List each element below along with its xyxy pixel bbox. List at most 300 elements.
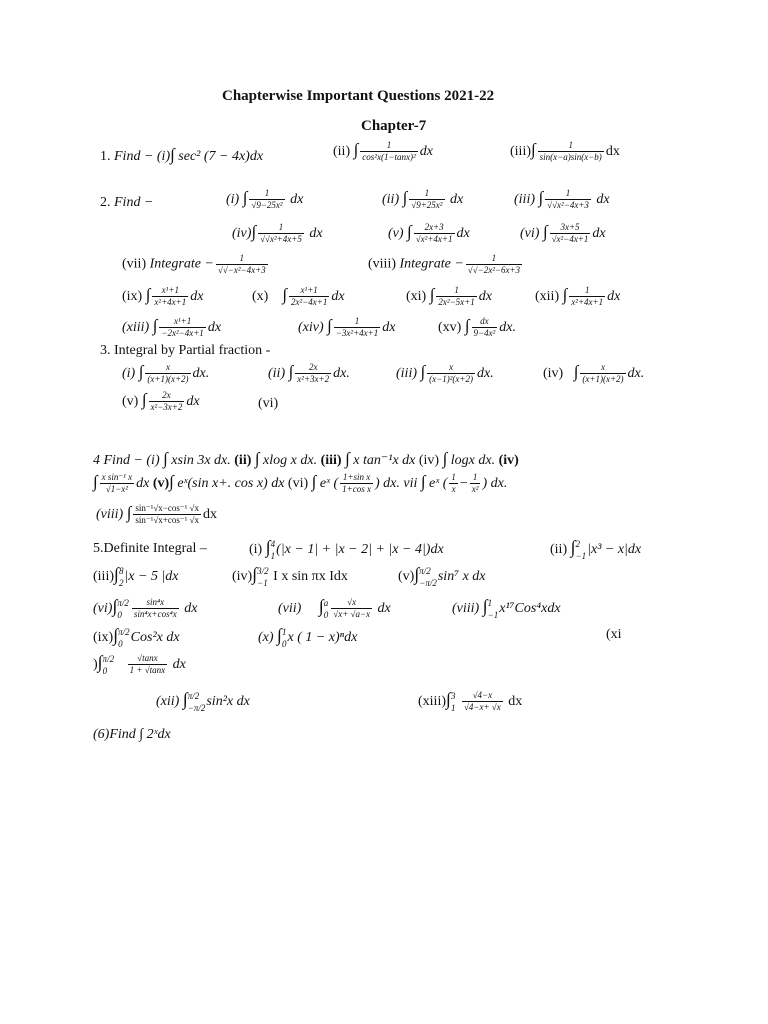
integral-sign: ∫: [170, 145, 175, 164]
label: (xiii): [122, 320, 150, 335]
denominator: (x+1)(x+2): [582, 374, 624, 385]
integral-sign: ∫: [562, 285, 568, 304]
denominator: sin⁴x+cos⁴x: [133, 609, 177, 620]
numerator: 1: [451, 472, 456, 483]
dx: dx.: [477, 366, 494, 381]
integral-sign: ∫: [145, 285, 151, 304]
limits: [488, 597, 499, 621]
minus: −: [459, 476, 468, 491]
denominator: 1 + √tanx: [129, 665, 166, 676]
dx: dx: [605, 144, 620, 159]
label: (i): [226, 192, 240, 207]
label: (i): [122, 366, 136, 381]
fraction: [334, 316, 380, 339]
numerator: √tanx: [137, 653, 158, 664]
upper-limit: π/2: [117, 597, 129, 608]
fraction: [427, 362, 475, 385]
fraction: [569, 285, 605, 308]
numerator: √x: [347, 597, 357, 608]
label: (iv): [543, 366, 564, 381]
question-6: (6)Find ∫ 2ˣdx: [93, 727, 171, 742]
q1-iii-fraction: [538, 140, 604, 163]
numerator: 1: [584, 285, 590, 296]
label: (ii): [268, 366, 286, 381]
integral-sign: ∫: [138, 362, 144, 381]
q4-v-label: (v): [152, 476, 170, 491]
upper-limit: π/2: [187, 690, 200, 701]
q2-i: [226, 188, 303, 211]
upper-limit: π/2: [102, 653, 115, 664]
label: (vi): [520, 226, 540, 241]
denominator: 2x²−4x+1: [291, 297, 328, 308]
denominator: √1−x²: [100, 483, 134, 495]
numerator: 1: [565, 188, 571, 199]
integrate-word: Integrate −: [399, 256, 464, 272]
fraction: [580, 362, 625, 385]
label: (xv): [438, 320, 462, 335]
fraction: [145, 362, 190, 385]
integral-sign: ∫: [420, 472, 426, 491]
label: (viii): [96, 507, 124, 522]
denominator: √x+ √a−x: [333, 609, 371, 620]
q5-viii: [452, 596, 561, 621]
numerator: 1: [278, 222, 284, 233]
dx: dx: [190, 289, 204, 304]
numerator: 2x: [162, 390, 171, 401]
question-4: [93, 449, 519, 469]
denominator: √√x²−4x+3: [547, 200, 589, 211]
integral-sign: ∫: [345, 449, 350, 468]
numerator: x¹+1: [161, 285, 179, 296]
q4-iii-label: (iii): [320, 453, 342, 468]
dx: dx: [203, 507, 217, 522]
limits: [188, 690, 206, 714]
question-5: [93, 541, 207, 557]
q4-lead: 4 Find − (i): [93, 453, 160, 468]
fraction: [340, 472, 373, 495]
dx: dx: [592, 226, 606, 241]
lower-limit: 1: [450, 702, 456, 713]
denominator: √√−2x²−6x+3: [467, 265, 521, 275]
fraction: [470, 472, 481, 495]
limits: [119, 565, 124, 589]
q3-iv: [543, 362, 644, 385]
q4-i-expr: xsin 3x dx.: [171, 453, 231, 468]
numerator: 3x+5: [560, 222, 580, 233]
dx: dx: [419, 144, 433, 159]
dx: dx: [207, 320, 222, 335]
denominator: √x²−4x+1: [551, 234, 589, 245]
label: (x): [258, 630, 274, 645]
q2-lead: Find −: [114, 195, 154, 210]
integral-sign: ∫: [252, 564, 258, 584]
q2-vi: [520, 222, 606, 245]
numerator: x: [165, 362, 170, 373]
expr: |x − 5 |dx: [124, 569, 179, 584]
fraction: [436, 285, 476, 308]
upper-limit: 2: [575, 538, 581, 549]
upper-limit: 3/2: [257, 565, 269, 576]
lower-limit: −1: [257, 577, 268, 588]
label: (v): [388, 226, 404, 241]
denominator: √√−x²−4x+3: [217, 265, 266, 275]
lower-limit: −π/2: [419, 577, 437, 588]
integral-sign: ∫: [251, 222, 257, 241]
dx: dx.: [499, 320, 516, 335]
fraction: [128, 653, 168, 676]
denominator: x²: [471, 484, 479, 495]
q1-lead: Find − (i): [114, 149, 171, 164]
integral-sign: ∫: [446, 689, 451, 709]
dx: dx: [596, 192, 610, 207]
upper-limit: π/2: [118, 626, 130, 637]
upper-limit: 1: [487, 597, 493, 608]
expr: (|x − 1| + |x − 2| + |x − 4|)dx: [276, 542, 444, 557]
fraction: [100, 472, 134, 495]
q3-v: [122, 390, 200, 413]
label: (viii): [368, 256, 396, 272]
fraction: [409, 188, 444, 211]
denominator: (x+1)(x+2): [147, 374, 189, 385]
label: (xi): [406, 289, 427, 304]
dx: dx: [607, 289, 621, 304]
numerator: 1: [491, 253, 497, 263]
label: (xiv): [298, 320, 324, 335]
q4-vii-post: ) dx.: [482, 476, 508, 491]
q3-ii: [268, 362, 350, 385]
q5-vii: [278, 596, 391, 621]
q2-ii: [382, 188, 463, 211]
question-2: [100, 195, 153, 211]
numerator: 1: [568, 140, 573, 151]
fraction: [258, 222, 304, 245]
q4-v-expr: eˣ(sin x+. cos x) dx: [177, 476, 285, 491]
q4-iv-label-2: (iv): [498, 453, 519, 468]
fraction: [132, 597, 179, 620]
label: (ii): [382, 192, 400, 207]
integral-sign: ∫: [169, 472, 174, 491]
q4-vi-label: (vi): [287, 476, 309, 491]
upper-limit: 3: [450, 690, 456, 701]
q1-iii-label: (iii): [510, 144, 531, 159]
denominator: 2x²−5x+1: [438, 297, 475, 308]
integral-sign: ∫: [282, 285, 287, 304]
limits: [103, 653, 115, 677]
upper-limit: a: [323, 597, 329, 608]
lower-limit: 0: [281, 638, 287, 649]
denominator: x²+3x+2: [297, 374, 330, 385]
fraction: [289, 285, 329, 308]
q5-x: [258, 625, 357, 650]
q4-ii-expr: xlog x dx.: [263, 453, 318, 468]
denominator: 9−4x²: [473, 328, 496, 339]
q5-xiii: [418, 689, 522, 714]
integral-sign: ∫: [482, 596, 488, 616]
q2-v: [388, 222, 470, 245]
lower-limit: −π/2: [187, 702, 206, 713]
numerator: x¹+1: [173, 316, 192, 327]
denominator: √9−25x²: [251, 200, 283, 211]
dx: dx: [382, 320, 396, 335]
expr: sin⁷ x dx: [437, 569, 486, 584]
document-title: Chapterwise Important Questions 2021-22: [222, 88, 495, 104]
numerator: sin⁴x: [146, 597, 165, 608]
expr: x ( 1 − x)ⁿdx: [287, 630, 358, 645]
q5-iv: [232, 564, 348, 589]
denominator: x²+4x+1: [154, 297, 187, 308]
integral-sign: ∫: [288, 362, 294, 381]
q1-ii-fraction: [360, 140, 417, 163]
denominator: √9+25x²: [411, 200, 443, 211]
integral-sign: ∫: [573, 362, 579, 381]
dx: dx: [309, 226, 323, 241]
label: (vii): [278, 601, 302, 616]
denominator: √x²+4x+1: [415, 234, 453, 245]
numerator: x sin⁻¹ x: [101, 472, 133, 483]
fraction: [249, 188, 284, 211]
denominator: (x−1)²(x+2): [429, 374, 473, 385]
upper-limit: 1: [281, 626, 287, 637]
q2-xii: [535, 285, 620, 308]
lower-limit: −1: [575, 550, 587, 561]
dx: dx: [331, 289, 345, 304]
limits: [271, 538, 276, 562]
integral-sign: ∫: [407, 222, 412, 241]
integral-sign: ∫: [420, 362, 426, 381]
integral-sign: ∫: [442, 449, 448, 468]
fraction: [462, 690, 503, 713]
label: (xii): [535, 289, 560, 304]
integral-sign: ∫: [152, 316, 158, 335]
fraction: [152, 285, 188, 308]
q2-xiii: [122, 316, 221, 339]
integral-sign: ∫: [311, 472, 317, 491]
q1-ii-label: (ii): [333, 144, 351, 159]
numerator: x: [600, 362, 605, 373]
q4-iii-expr: x tan⁻¹x dx: [353, 453, 416, 468]
numerator: 1+sin x: [342, 472, 371, 483]
dx: dx: [377, 601, 391, 616]
integral-sign: ∫: [570, 537, 576, 557]
q5-ix: [93, 625, 180, 650]
integral-sign: ∫: [277, 625, 282, 645]
q5-lead: 5.Definite Integral –: [93, 541, 207, 556]
upper-limit: π/2: [419, 565, 431, 576]
integral-sign: ∫: [542, 222, 548, 241]
numerator: 1: [264, 188, 270, 199]
q2-iii: [514, 188, 610, 211]
lower-limit: −1: [487, 609, 499, 620]
integral-sign: ∫: [429, 285, 435, 304]
q2-ix: [122, 285, 203, 308]
fraction: [216, 253, 268, 276]
numerator: 1: [454, 285, 459, 296]
dx: dx: [172, 657, 186, 672]
fraction: [133, 503, 201, 526]
integral-sign: ∫: [93, 472, 98, 491]
q4-ii-label: (ii): [234, 453, 252, 468]
q5-iii: [93, 564, 179, 589]
lower-limit: 2: [118, 577, 124, 588]
integral-sign: ∫: [402, 188, 408, 207]
numerator: x¹+1: [300, 285, 318, 296]
numerator: 1: [472, 472, 478, 483]
q4-vi-post: ) dx.: [374, 476, 400, 491]
denominator: x²+4x+1: [571, 297, 604, 308]
label: (iii): [514, 192, 535, 207]
q2-vii: [122, 253, 270, 276]
limits: [576, 538, 587, 562]
label: (iii): [93, 569, 114, 584]
chapter-heading: Chapter-7: [361, 118, 427, 134]
dx: dx: [184, 601, 198, 616]
q4-vi-pre: eˣ (: [319, 476, 339, 491]
dx: dx: [186, 394, 200, 409]
label: (xiii): [418, 694, 446, 709]
integral-sign: ∫: [113, 625, 119, 645]
integral-sign: ∫: [327, 316, 332, 335]
dx: dx: [290, 192, 304, 207]
integral-sign: ∫: [112, 596, 118, 616]
expr: Cos²x dx: [130, 630, 180, 645]
fraction: [466, 253, 522, 276]
lower-limit: 1: [270, 550, 276, 561]
integral-sign: ∫: [163, 449, 168, 468]
q4-line-2: [93, 472, 507, 495]
label: (iv): [232, 569, 253, 584]
upper-limit: 4: [270, 538, 276, 549]
dx: dx: [456, 226, 470, 241]
label: (xii): [156, 694, 180, 709]
label: (v): [398, 569, 415, 584]
lower-limit: 0: [118, 638, 123, 649]
q5-v: [398, 564, 486, 589]
denominator: cos²x(1−tanx)²: [362, 152, 416, 163]
q2-number: 2.: [100, 195, 111, 210]
limits: [324, 597, 329, 621]
integral-sign: ∫: [414, 564, 420, 584]
q4-iv-label: (iv): [418, 453, 440, 468]
fraction: [331, 597, 372, 620]
numerator: 1: [239, 253, 245, 263]
denominator: x: [449, 483, 458, 495]
q5-xi: [93, 652, 186, 677]
label: (x): [252, 289, 269, 304]
integrate-word: Integrate −: [149, 256, 214, 272]
dx: dx: [136, 476, 150, 491]
fraction: [550, 222, 591, 245]
upper-limit: 8: [118, 565, 124, 576]
numerator: 2x+3: [424, 222, 444, 233]
integral-sign: ∫: [318, 596, 324, 616]
q2-xiv: [298, 316, 395, 339]
denominator: sin(x−a)sin(x−b): [539, 152, 602, 163]
integral-sign: ∫: [126, 503, 132, 522]
q4-iv-expr: logx dx.: [450, 453, 496, 468]
q2-x: [252, 285, 345, 308]
q1-i-expr: sec² (7 − 4x)dx: [178, 149, 264, 164]
fraction: [159, 316, 205, 339]
q1-ii: [333, 140, 433, 163]
fraction: [545, 188, 591, 211]
lower-limit: 0: [323, 609, 329, 620]
integral-sign: ∫: [265, 537, 271, 557]
q5-xi-label-a: (xi: [606, 627, 622, 642]
dx: dx: [508, 694, 523, 709]
q4-vii-pre: eˣ (: [429, 476, 448, 491]
q5-vi: [93, 596, 197, 621]
q5-i: [249, 537, 444, 562]
dx: dx.: [192, 366, 210, 381]
integral-sign: ∫: [141, 390, 147, 409]
integral-sign: ∫: [242, 188, 248, 207]
fraction: [472, 316, 498, 339]
fraction: [414, 222, 455, 245]
q1-iii: [510, 140, 620, 163]
q2-xi: [406, 285, 492, 308]
numerator: dx: [480, 316, 489, 327]
label: (iv): [232, 226, 252, 241]
label: (vi): [93, 601, 113, 616]
label: (ix): [93, 630, 114, 645]
dx: dx: [478, 289, 492, 304]
limits: [419, 565, 437, 589]
label: (ii): [550, 542, 568, 557]
label: (ix): [122, 289, 143, 304]
dx: dx: [450, 192, 464, 207]
denominator: √4−x+ √x: [463, 702, 501, 713]
limits: [117, 597, 129, 621]
numerator: 1: [424, 188, 430, 199]
numerator: sin⁻¹√x−cos⁻¹ √x: [135, 503, 199, 514]
expr: sin²x dx: [206, 694, 250, 709]
q4-vii-label: vii: [403, 476, 418, 491]
expr: |x³ − x|dx: [587, 542, 642, 557]
lower-limit: 0: [117, 609, 122, 620]
denominator: −2x²−4x+1: [161, 328, 204, 339]
denominator: −3x²+4x+1: [335, 328, 379, 339]
denominator: x²−3x+2: [150, 402, 183, 413]
dx: dx.: [333, 366, 350, 381]
integral-sign: ∫: [254, 449, 260, 468]
integral-sign: ∫: [353, 140, 359, 159]
limits: [118, 626, 130, 650]
numerator: √4−x: [472, 690, 493, 701]
q4-viii: [96, 503, 217, 526]
question-1: [100, 145, 263, 165]
q2-xv: [438, 316, 516, 339]
q5-xii: [156, 689, 250, 714]
denominator: sin⁻¹√x+cos⁻¹ √x: [135, 515, 199, 526]
label: (iii): [396, 366, 417, 381]
question-3: 3. Integral by Partial fraction -: [100, 343, 271, 358]
label: (i): [249, 542, 263, 557]
q5-ii: [550, 537, 641, 562]
label: (viii): [452, 601, 480, 616]
q1-number: 1.: [100, 149, 111, 164]
limits: [257, 565, 269, 589]
integral-sign: ∫: [531, 140, 536, 159]
numerator: 1: [354, 316, 360, 327]
limits: [451, 690, 456, 714]
label: (v): [122, 394, 139, 409]
limits: [282, 626, 287, 650]
integral-sign: ∫: [464, 316, 470, 335]
fraction: [449, 472, 458, 495]
integral-sign: ∫: [114, 564, 119, 584]
q3-iii: [396, 362, 494, 385]
q2-iv: [232, 222, 323, 245]
